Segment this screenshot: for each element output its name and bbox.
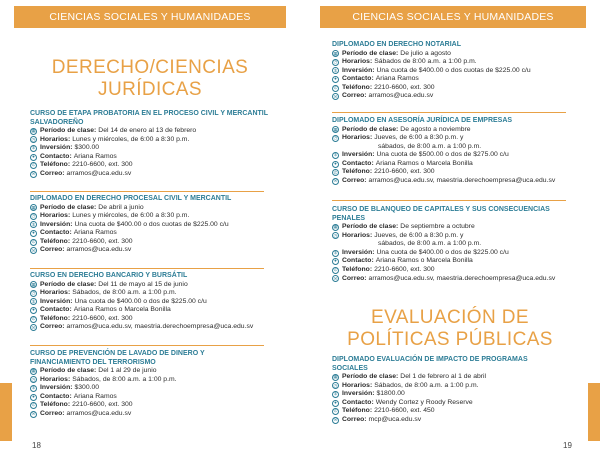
divider xyxy=(30,191,264,192)
email-link[interactable]: arramos@uca.edu.sv xyxy=(66,409,132,417)
row-value: Jueves, de 6:00 a 8:30 p.m. y xyxy=(374,134,464,142)
row-value: 2210-6600, ext. 300 xyxy=(374,168,435,176)
row-label: Horarios: xyxy=(40,212,71,220)
row-label: Contacto: xyxy=(342,398,374,406)
left-title-line1: DERECHO/CIENCIAS xyxy=(51,57,249,78)
left-header-bar: CIENCIAS SOCIALES Y HUMANIDADES xyxy=(14,6,286,28)
section-title: SALVADOREÑO xyxy=(30,118,84,126)
row-label: Período de clase: xyxy=(342,223,399,230)
info-row xyxy=(332,92,594,101)
right-edge-tab xyxy=(588,383,600,441)
info-row xyxy=(332,257,594,266)
info-row xyxy=(30,306,292,315)
left-edge-tab xyxy=(0,383,12,441)
email-link[interactable]: arramos@uca.edu.sv, maestria.derechoempresa@uca.edu.sv xyxy=(368,274,556,282)
info-row xyxy=(30,204,292,213)
info-row xyxy=(332,232,594,241)
row-label: Correo: xyxy=(40,246,65,254)
row-label: Teléfono: xyxy=(40,401,71,409)
calendar-icon: ▦ xyxy=(333,126,338,132)
phone-icon: ✆ xyxy=(333,169,338,175)
phone-icon: ✆ xyxy=(333,408,338,414)
right-title-line2: POLÍTICAS PÚBLICAS xyxy=(347,329,553,350)
calendar-icon: ▦ xyxy=(31,281,36,287)
info-row xyxy=(332,249,594,258)
info-row xyxy=(332,240,594,249)
row-label: Contacto: xyxy=(40,152,72,160)
row-label: Contacto: xyxy=(342,75,374,83)
right-page-number: 19 xyxy=(563,441,572,450)
row-value: Ariana Ramos xyxy=(73,152,117,160)
row-label: Período de clase: xyxy=(342,373,399,380)
section-title: CURSO DE ETAPA PROBATORIA EN EL PROCESO CIVIL Y MERCANTIL xyxy=(30,110,269,117)
row-value: Ariana Ramos xyxy=(73,392,117,400)
row-label: Período de clase: xyxy=(40,367,97,374)
info-row xyxy=(332,407,594,416)
info-row xyxy=(332,390,594,399)
row-label: Inversión: xyxy=(40,384,73,392)
row-label: Período de clase: xyxy=(342,49,399,57)
row-label: Correo: xyxy=(40,323,65,331)
row-label: Inversión: xyxy=(40,297,73,305)
row-label: Teléfono: xyxy=(342,168,373,176)
info-row xyxy=(30,127,292,136)
phone-icon: ✆ xyxy=(333,84,338,90)
email-link[interactable]: arramos@uca.edu.sv xyxy=(66,246,132,254)
dollar-icon: $ xyxy=(30,145,37,152)
left-big-title xyxy=(14,57,286,101)
row-label: Período de clase: xyxy=(40,203,97,211)
phone-icon: ✆ xyxy=(333,267,338,273)
row-label: Contacto: xyxy=(342,159,374,167)
info-row xyxy=(332,160,594,169)
info-row xyxy=(332,223,594,232)
row-value: Sábados, de 8:00 a.m. a 1:00 p.m. xyxy=(374,381,479,389)
info-row xyxy=(332,177,594,186)
info-row xyxy=(30,393,292,402)
row-value: Ariana Ramos xyxy=(73,229,117,237)
left-section-3 xyxy=(30,272,292,332)
row-label: Contacto: xyxy=(40,306,72,314)
calendar-icon: ▦ xyxy=(31,128,36,134)
info-row xyxy=(332,50,594,59)
row-label: Correo: xyxy=(342,274,367,282)
row-value: 2210-6600, ext. 300 xyxy=(374,265,435,273)
info-row xyxy=(30,144,292,153)
row-value: De abril a junio xyxy=(98,203,144,211)
info-row xyxy=(30,212,292,221)
email-link[interactable]: mcp@uca.edu.sv xyxy=(368,415,422,423)
right-section-1 xyxy=(332,41,594,101)
section-title: CURSO DE BLANQUEO DE CAPITALES Y SUS CONSECUENCIAS xyxy=(332,206,550,213)
info-row xyxy=(30,376,292,385)
mail-icon: ✉ xyxy=(333,417,338,423)
info-row xyxy=(30,298,292,307)
section-title: CURSO DE PREVENCIÓN DE LAVADO DE DINERO Y xyxy=(30,350,205,357)
row-label: Teléfono: xyxy=(40,161,71,169)
person-icon: ● xyxy=(332,258,339,265)
row-value: Una cuota de $400.00 o dos cuotas de $225.00 c/u xyxy=(74,220,229,228)
person-icon: ● xyxy=(30,230,37,237)
left-page-number: 18 xyxy=(32,441,41,450)
row-value: Sábados de 8:00 a.m. a 1:00 p.m. xyxy=(374,58,477,66)
right-header-bar: CIENCIAS SOCIALES Y HUMANIDADES xyxy=(320,6,586,28)
mail-icon: ✉ xyxy=(31,247,36,253)
row-value: sábados, de 8:00 a.m. a 1:00 p.m. xyxy=(378,240,482,248)
right-page xyxy=(300,0,600,463)
info-row xyxy=(332,143,594,152)
info-row xyxy=(30,161,292,170)
info-row xyxy=(332,373,594,382)
info-row xyxy=(332,151,594,160)
row-value: $300.00 xyxy=(74,144,100,152)
info-row xyxy=(30,221,292,230)
left-section-4 xyxy=(30,350,292,419)
mail-icon: ✉ xyxy=(333,275,338,281)
row-value: Sábados, de 8:00 a.m. a 1:00 p.m. xyxy=(72,375,177,383)
info-row xyxy=(30,289,292,298)
info-row xyxy=(30,401,292,410)
row-value: Del 1 de febrero al 1 de abril xyxy=(400,373,487,380)
row-label: Período de clase: xyxy=(342,125,399,133)
calendar-icon: ▦ xyxy=(333,374,338,380)
info-row xyxy=(30,136,292,145)
info-row xyxy=(30,410,292,419)
row-label: Horarios: xyxy=(342,231,373,239)
section-title: PENALES xyxy=(332,214,366,222)
row-label: Contacto: xyxy=(40,392,72,400)
row-label: Teléfono: xyxy=(342,407,373,415)
info-row xyxy=(30,153,292,162)
row-label: Correo: xyxy=(40,169,65,177)
row-value: Una cuota de $400.00 o dos cuotas de $225.00 c/u xyxy=(376,66,531,74)
row-label: Horarios: xyxy=(40,289,71,297)
info-row xyxy=(332,134,594,143)
right-section-3 xyxy=(332,206,594,283)
divider xyxy=(332,112,566,113)
section-title: DIPLOMADO EVALUACIÓN DE IMPACTO DE PROGRAMAS xyxy=(332,356,528,363)
section-title: FINANCIAMIENTO DEL TERRORISMO xyxy=(30,358,156,366)
right-title-line1: EVALUACIÓN DE xyxy=(371,307,529,328)
row-value: Ariana Ramos o Marcela Bonilla xyxy=(73,306,171,314)
row-value: De agosto a noviembre xyxy=(400,125,471,133)
row-value: 2210-6600, ext. 300 xyxy=(72,237,133,245)
divider xyxy=(332,200,566,201)
row-value: Una cuota de $400.00 o dos de $225.00 c/u xyxy=(376,248,509,256)
row-label: Teléfono: xyxy=(40,314,71,322)
row-value: Lunes y miércoles, de 6:00 a 8:30 p.m. xyxy=(72,212,190,220)
dollar-icon: $ xyxy=(332,152,339,159)
info-row xyxy=(30,367,292,376)
row-label: Teléfono: xyxy=(40,237,71,245)
row-value: Una cuota de $400.00 o dos de $225.00 c/u xyxy=(74,297,207,305)
left-title-line2: JURÍDICAS xyxy=(98,79,202,100)
person-icon: ● xyxy=(332,76,339,83)
row-value: $1800.00 xyxy=(376,390,405,398)
info-row xyxy=(30,229,292,238)
section-title: DIPLOMADO EN DERECHO NOTARIAL xyxy=(332,41,461,48)
info-row xyxy=(30,281,292,290)
info-row xyxy=(332,168,594,177)
info-row xyxy=(332,382,594,391)
clock-icon: ◷ xyxy=(31,376,36,382)
row-value: sábados, de 8:00 a.m. a 1:00 p.m. xyxy=(378,142,482,150)
info-row xyxy=(332,275,594,284)
info-row xyxy=(332,67,594,76)
phone-icon: ✆ xyxy=(31,162,36,168)
row-label: Teléfono: xyxy=(342,83,373,91)
mail-icon: ✉ xyxy=(31,324,36,330)
clock-icon: ◷ xyxy=(31,290,36,296)
info-row xyxy=(30,315,292,324)
row-value: Del 11 de mayo al 15 de junio xyxy=(98,280,188,288)
row-label: Teléfono: xyxy=(342,265,373,273)
row-label: Inversión: xyxy=(40,220,73,228)
clock-icon: ◷ xyxy=(31,136,36,142)
info-row xyxy=(332,84,594,93)
right-section-2 xyxy=(332,117,594,186)
row-value: Ariana Ramos o Marcela Bonilla xyxy=(375,257,473,265)
calendar-icon: ▦ xyxy=(31,368,36,374)
calendar-icon: ▦ xyxy=(31,204,36,210)
row-label: Horarios: xyxy=(342,381,373,389)
row-value: 2210-6600, ext. 300 xyxy=(72,314,133,322)
email-link[interactable]: arramos@uca.edu.sv, maestria.derechoempresa@uca.edu.sv xyxy=(66,323,254,331)
dollar-icon: $ xyxy=(332,250,339,257)
email-link[interactable]: arramos@uca.edu.sv xyxy=(66,169,132,177)
row-label: Inversión: xyxy=(40,144,73,152)
row-value: Ariana Ramos xyxy=(375,75,419,83)
person-icon: ● xyxy=(30,154,37,161)
row-value: 2210-6600, ext. 300 xyxy=(72,161,133,169)
row-label: Contacto: xyxy=(342,257,374,265)
row-label: Correo: xyxy=(40,409,65,417)
phone-icon: ✆ xyxy=(31,238,36,244)
info-row xyxy=(332,58,594,67)
row-value: $300.00 xyxy=(74,384,100,392)
row-label: Inversión: xyxy=(342,390,375,398)
left-section-1 xyxy=(30,110,292,179)
info-row xyxy=(332,266,594,275)
mail-icon: ✉ xyxy=(31,171,36,177)
row-label: Período de clase: xyxy=(40,127,97,134)
dollar-icon: $ xyxy=(30,385,37,392)
row-value: Del 1 al 29 de junio xyxy=(98,367,157,374)
right-big-title xyxy=(314,307,586,351)
calendar-icon: ▦ xyxy=(333,50,338,56)
dollar-icon: $ xyxy=(30,298,37,305)
row-label: Inversión: xyxy=(342,66,375,74)
person-icon: ● xyxy=(30,307,37,314)
info-row xyxy=(332,75,594,84)
info-row xyxy=(332,416,594,425)
calendar-icon: ▦ xyxy=(333,224,338,230)
row-label: Inversión: xyxy=(342,151,375,159)
row-label: Horarios: xyxy=(40,375,71,383)
phone-icon: ✆ xyxy=(31,315,36,321)
left-section-2 xyxy=(30,195,292,255)
right-section-4 xyxy=(332,356,594,425)
row-label: Inversión: xyxy=(342,248,375,256)
info-row xyxy=(30,246,292,255)
clock-icon: ◷ xyxy=(333,135,338,141)
row-value: 2210-6600, ext. 300 xyxy=(72,401,133,409)
divider xyxy=(30,345,264,346)
info-row xyxy=(30,323,292,332)
person-icon: ● xyxy=(30,394,37,401)
row-label: Período de clase: xyxy=(40,280,97,288)
clock-icon: ◷ xyxy=(333,382,338,388)
email-link[interactable]: arramos@uca.edu.sv xyxy=(368,92,434,100)
dollar-icon: $ xyxy=(332,391,339,398)
row-value: 2210-6600, ext. 300 xyxy=(374,83,435,91)
person-icon: ● xyxy=(332,161,339,168)
row-value: Lunes y miércoles, de 6:00 a 8:30 p.m. xyxy=(72,135,190,143)
divider xyxy=(30,268,264,269)
row-label: Horarios: xyxy=(342,134,373,142)
clock-icon: ◷ xyxy=(333,59,338,65)
section-title: CURSO EN DERECHO BANCARIO Y BURSÁTIL xyxy=(30,272,188,279)
dollar-icon: $ xyxy=(30,221,37,228)
row-value: Wendy Cortez y Roody Reserve xyxy=(375,398,473,406)
section-title: DIPLOMADO EN ASESORÍA JURÍDICA DE EMPRESAS xyxy=(332,117,513,124)
mail-icon: ✉ xyxy=(31,411,36,417)
info-row xyxy=(332,126,594,135)
row-value: De septiembre a octubre xyxy=(400,223,475,230)
email-link[interactable]: arramos@uca.edu.sv, maestria.derechoempresa@uca.edu.sv xyxy=(368,177,556,185)
section-title: DIPLOMADO EN DERECHO PROCESAL CIVIL Y MERCANTIL xyxy=(30,195,232,202)
row-value: Una cuota de $500.00 o dos de $275.00 c/u xyxy=(376,151,509,159)
row-label: Horarios: xyxy=(40,135,71,143)
dollar-icon: $ xyxy=(332,67,339,74)
phone-icon: ✆ xyxy=(31,402,36,408)
mail-icon: ✉ xyxy=(333,93,338,99)
mail-icon: ✉ xyxy=(333,178,338,184)
row-label: Correo: xyxy=(342,415,367,423)
person-icon: ● xyxy=(332,400,339,407)
info-row xyxy=(30,238,292,247)
row-value: Sábados, de 8:00 a.m. a 1:00 p.m. xyxy=(72,289,177,297)
row-value: Ariana Ramos o Marcela Bonilla xyxy=(375,159,473,167)
info-row xyxy=(30,170,292,179)
row-value: 2210-6600, ext. 450 xyxy=(374,407,435,415)
row-label: Correo: xyxy=(342,92,367,100)
info-row xyxy=(30,384,292,393)
section-title: SOCIALES xyxy=(332,364,368,372)
row-label: Correo: xyxy=(342,177,367,185)
row-value: Jueves, de 6:00 a 8:30 p.m. y xyxy=(374,231,464,239)
info-row xyxy=(332,399,594,408)
clock-icon: ◷ xyxy=(333,232,338,238)
row-label: Horarios: xyxy=(342,58,373,66)
row-value: De julio a agosto xyxy=(400,49,451,57)
clock-icon: ◷ xyxy=(31,213,36,219)
row-value: Del 14 de enero al 13 de febrero xyxy=(98,127,197,134)
row-label: Contacto: xyxy=(40,229,72,237)
